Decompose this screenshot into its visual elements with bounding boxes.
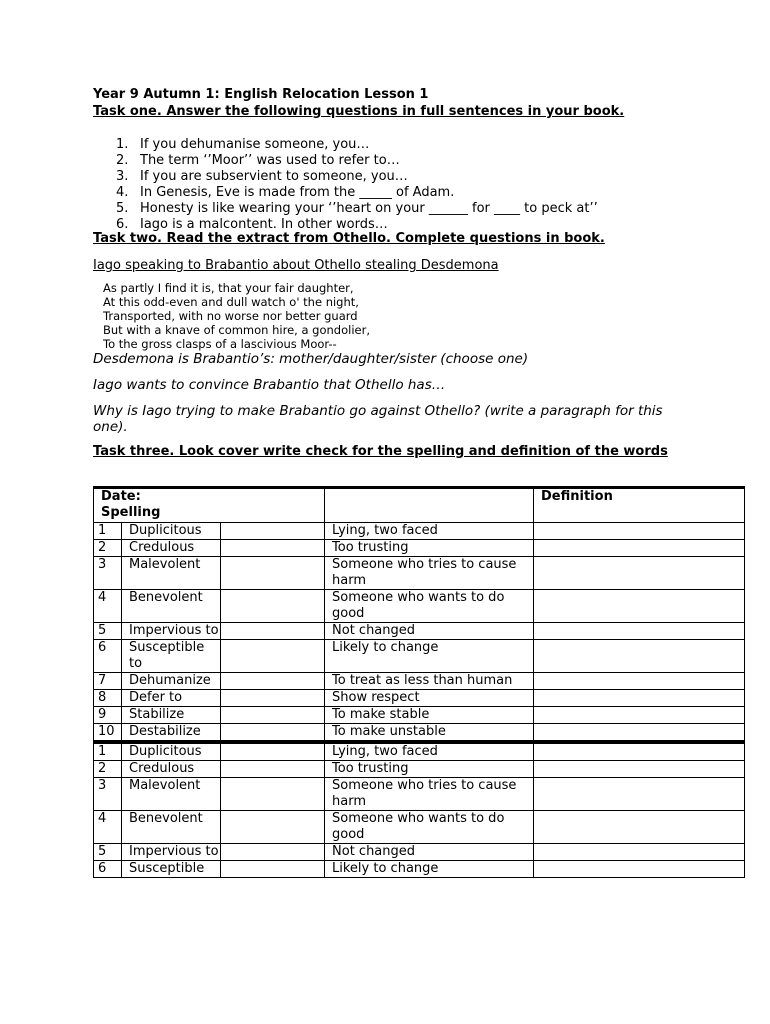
row-word: Impervious to: [122, 844, 221, 861]
table-row: [94, 623, 745, 640]
header-date: Date:: [101, 489, 141, 504]
row-meaning: Too trusting: [325, 540, 534, 557]
row-word: Credulous: [122, 761, 221, 778]
row-definition-cell: [534, 523, 745, 540]
row-definition-cell: [534, 778, 745, 811]
row-meaning: To make unstable: [325, 724, 534, 743]
row-blank: [221, 623, 325, 640]
row-number: 9: [94, 707, 122, 724]
table-row: [94, 523, 745, 540]
row-number: 6: [94, 640, 122, 673]
row-blank: [221, 844, 325, 861]
table-row: [94, 590, 745, 623]
question-number: 3.: [116, 169, 129, 184]
header-spelling: Spelling: [101, 505, 161, 520]
table-row: [94, 778, 745, 811]
row-number: 1: [94, 523, 122, 540]
extract-line: Transported, with no worse nor better guard: [103, 309, 358, 323]
question-item: [116, 137, 598, 153]
row-meaning: Not changed: [325, 623, 534, 640]
table-header-row: [94, 488, 745, 523]
extract-line: But with a knave of common hire, a gondolier,: [103, 323, 370, 337]
table-row: [94, 690, 745, 707]
row-blank: [221, 707, 325, 724]
row-definition-cell: [534, 742, 745, 761]
task-three-heading: Task three. Look cover write check for the spelling and definition of the words: [93, 444, 668, 459]
row-number: 5: [94, 623, 122, 640]
question-item: [116, 201, 598, 217]
row-definition-cell: [534, 557, 745, 590]
question-item: [116, 153, 598, 169]
question-item: [116, 169, 598, 185]
row-meaning: Someone who wants to do good: [325, 590, 534, 623]
row-word: Duplicitous: [122, 742, 221, 761]
row-number: 5: [94, 844, 122, 861]
row-blank: [221, 590, 325, 623]
row-definition-cell: [534, 640, 745, 673]
row-definition-cell: [534, 761, 745, 778]
row-definition-cell: [534, 623, 745, 640]
row-blank: [221, 761, 325, 778]
row-word: Susceptible to: [122, 640, 221, 673]
row-number: 10: [94, 724, 122, 743]
question-number: 1.: [116, 137, 129, 152]
row-blank: [221, 540, 325, 557]
row-word: Benevolent: [122, 811, 221, 844]
row-definition-cell: [534, 861, 745, 878]
extract-context: Iago speaking to Brabantio about Othello stealing Desdemona: [93, 258, 499, 273]
question-number: 5.: [116, 201, 129, 216]
header-definition: Definition: [534, 488, 745, 523]
row-number: 2: [94, 761, 122, 778]
row-number: 3: [94, 557, 122, 590]
extract-line: To the gross clasps of a lascivious Moor--: [103, 337, 337, 351]
row-definition-cell: [534, 673, 745, 690]
row-number: 8: [94, 690, 122, 707]
row-blank: [221, 861, 325, 878]
row-definition-cell: [534, 811, 745, 844]
row-definition-cell: [534, 844, 745, 861]
question-text: In Genesis, Eve is made from the _____ of Adam.: [140, 185, 455, 200]
row-blank: [221, 778, 325, 811]
row-number: 6: [94, 861, 122, 878]
task-one-questions: [116, 137, 598, 233]
row-blank: [221, 557, 325, 590]
row-meaning: Lying, two faced: [325, 742, 534, 761]
row-blank: [221, 673, 325, 690]
row-meaning: Likely to change: [325, 640, 534, 673]
row-word: Malevolent: [122, 557, 221, 590]
table-row: [94, 724, 745, 743]
table-row: [94, 640, 745, 673]
extract-line: As partly I find it is, that your fair daughter,: [103, 281, 354, 295]
row-number: 1: [94, 742, 122, 761]
row-blank: [221, 811, 325, 844]
row-word: Defer to: [122, 690, 221, 707]
row-word: Susceptible: [122, 861, 221, 878]
row-meaning: Not changed: [325, 844, 534, 861]
row-word: Destabilize: [122, 724, 221, 743]
spelling-table: [93, 486, 745, 878]
question-desdemona: Desdemona is Brabantio’s: mother/daughter/sister (choose one): [93, 351, 529, 367]
row-meaning: Someone who tries to cause harm: [325, 557, 534, 590]
question-text: If you are subservient to someone, you…: [140, 169, 408, 184]
table-row: [94, 761, 745, 778]
row-blank: [221, 724, 325, 743]
row-meaning: Someone who tries to cause harm: [325, 778, 534, 811]
row-definition-cell: [534, 690, 745, 707]
row-blank: [221, 523, 325, 540]
table-row: [94, 707, 745, 724]
row-number: 4: [94, 590, 122, 623]
header-date-spelling: [94, 488, 325, 523]
row-meaning: Too trusting: [325, 761, 534, 778]
question-text: If you dehumanise someone, you…: [140, 137, 370, 152]
header-blank: [325, 488, 534, 523]
question-item: [116, 185, 598, 201]
table-row: [94, 861, 745, 878]
row-blank: [221, 640, 325, 673]
row-number: 7: [94, 673, 122, 690]
row-number: 4: [94, 811, 122, 844]
question-iago: Iago wants to convince Brabantio that Othello has…: [93, 377, 446, 393]
row-definition-cell: [534, 540, 745, 557]
row-word: Impervious to: [122, 623, 221, 640]
table-row: [94, 557, 745, 590]
row-number: 3: [94, 778, 122, 811]
row-word: Dehumanize: [122, 673, 221, 690]
row-word: Credulous: [122, 540, 221, 557]
row-blank: [221, 690, 325, 707]
question-number: 6.: [116, 217, 129, 232]
row-word: Benevolent: [122, 590, 221, 623]
row-blank: [221, 742, 325, 761]
task-one-heading: Task one. Answer the following questions in full sentences in your book.: [93, 104, 625, 119]
table-row: [94, 540, 745, 557]
row-number: 2: [94, 540, 122, 557]
question-text: Iago is a malcontent. In other words…: [140, 217, 388, 232]
table-row: [94, 742, 745, 761]
row-meaning: To treat as less than human: [325, 673, 534, 690]
row-meaning: Show respect: [325, 690, 534, 707]
row-word: Stabilize: [122, 707, 221, 724]
question-why: Why is Iago trying to make Brabantio go against Othello? (write a paragraph for this one).: [93, 403, 663, 435]
othello-extract: [103, 281, 370, 351]
row-definition-cell: [534, 707, 745, 724]
table-row: [94, 844, 745, 861]
table-row: [94, 811, 745, 844]
extract-line: At this odd-even and dull watch o' the night,: [103, 295, 359, 309]
row-meaning: Likely to change: [325, 861, 534, 878]
question-text: Honesty is like wearing your ‘’heart on your ______ for ____ to peck at’’: [140, 201, 598, 216]
row-meaning: To make stable: [325, 707, 534, 724]
row-meaning: Someone who wants to do good: [325, 811, 534, 844]
task-two-heading: Task two. Read the extract from Othello. Complete questions in book.: [93, 231, 605, 246]
row-word: Malevolent: [122, 778, 221, 811]
row-word: Duplicitous: [122, 523, 221, 540]
question-text: The term ‘’Moor’’ was used to refer to…: [140, 153, 400, 168]
page-title: Year 9 Autumn 1: English Relocation Lesson 1: [93, 87, 429, 102]
question-number: 2.: [116, 153, 129, 168]
table-row: [94, 673, 745, 690]
row-definition-cell: [534, 724, 745, 743]
row-definition-cell: [534, 590, 745, 623]
row-meaning: Lying, two faced: [325, 523, 534, 540]
question-number: 4.: [116, 185, 129, 200]
